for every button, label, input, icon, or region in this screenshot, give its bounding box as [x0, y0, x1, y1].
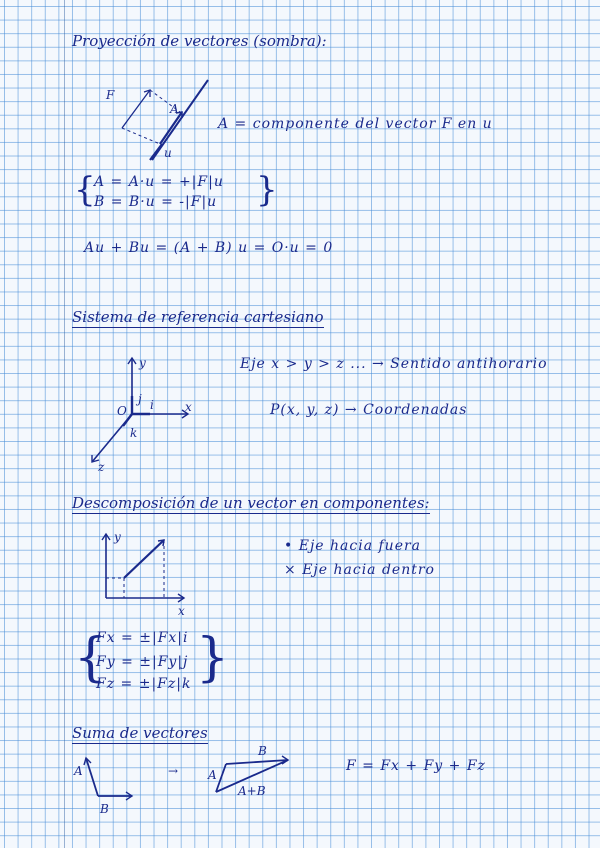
equation-b: B = B·u = -|F|u [94, 194, 218, 210]
bullet-cross-mark: × [284, 562, 297, 578]
sum-label-resultant: A+B [238, 784, 266, 798]
coordinates-note: P(x, y, z) → Coordenadas [270, 402, 468, 418]
section4-title: Suma de vectores [72, 724, 208, 742]
sum-label-a: A [74, 764, 83, 778]
equation-sum: Au + Bu = (A + B) u = O·u = 0 [84, 240, 334, 256]
axis-label-y: y [139, 356, 146, 370]
label-f: F [106, 88, 115, 102]
axis-order-note: Eje x > y > z ... → Sentido antihorario [240, 356, 548, 372]
component-x-eq: Fx = ±|Fx|i [96, 630, 189, 646]
decomp-label-x: x [178, 604, 185, 618]
sum-label-b-2: B [258, 744, 267, 758]
brace-right: } [256, 170, 278, 210]
section1-title: Proyección de vectores (sombra): [72, 32, 327, 50]
axis-label-z: z [98, 460, 105, 474]
axis-label-x: x [185, 400, 192, 414]
section2-title: Sistema de referencia cartesiano [72, 308, 324, 326]
sum-label-a-2: A [208, 768, 217, 782]
components-brace-right: } [196, 628, 230, 688]
projection-definition: A = componente del vector F en u [218, 116, 493, 132]
unit-label-k: k [130, 426, 138, 440]
component-y-eq: Fy = ±|Fy|j [96, 654, 189, 670]
section3-title: Descomposición de un vector en componentes: [72, 494, 430, 512]
bullet-outward-text: Eje hacia fuera [298, 538, 422, 554]
component-z-eq: Fz = ±|Fz|k [96, 676, 192, 692]
label-a: A [170, 102, 179, 116]
origin-label: O [117, 404, 127, 418]
bullet-dot-mark: • [284, 538, 294, 554]
sum-label-b: B [100, 802, 109, 816]
equation-a: A = A·u = +|F|u [94, 174, 224, 190]
force-components-equation: F = Fx + Fy + Fz [346, 758, 486, 774]
decomp-label-y: y [114, 530, 121, 544]
bullet-inward-text: Eje hacia dentro [302, 562, 435, 578]
unit-label-i: i [150, 398, 154, 412]
vector-a-arrow [86, 758, 98, 796]
brace-left: { [74, 170, 96, 210]
sum-arrow: → [168, 764, 179, 778]
unit-label-j: j [138, 392, 142, 406]
components-brace-left: { [74, 628, 108, 688]
label-u: u [164, 146, 172, 160]
